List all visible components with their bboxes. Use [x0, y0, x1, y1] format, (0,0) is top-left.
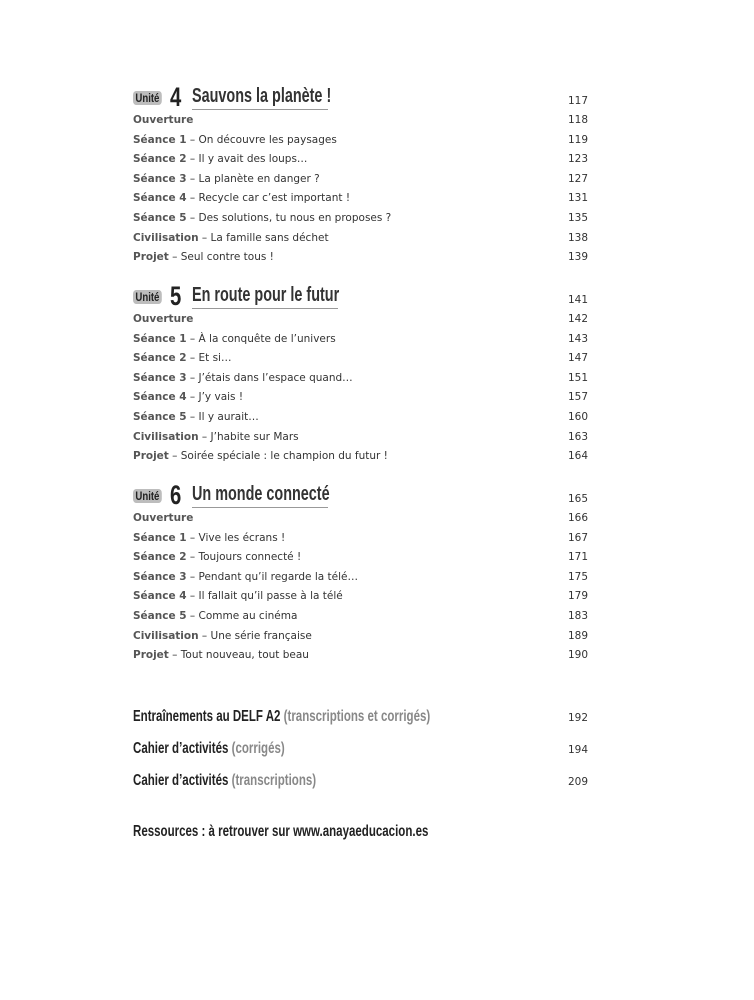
appendix-note: (corrigés)	[231, 740, 285, 757]
entry-page: 142	[567, 313, 588, 325]
entry-page: 164	[567, 450, 588, 463]
entry-label: Projet	[133, 251, 169, 264]
resources-text[interactable]: Ressources : à retrouver sur www.anayaeducacion.es	[133, 823, 429, 840]
unit-badge: Unité	[133, 91, 162, 105]
entry-label: Séance 1	[133, 332, 187, 345]
toc-entry[interactable]: Séance 4 – Recycle car c’est important ! 131	[133, 189, 588, 209]
entry-label: Séance 2	[133, 352, 187, 365]
toc-entry[interactable]: Séance 3 – Pendant qu’il regarde la télé… 175	[133, 568, 588, 588]
appendix-note: (transcriptions et corrigés)	[283, 708, 431, 725]
unit-page: 141	[567, 294, 588, 306]
entry-page: 160	[567, 410, 588, 423]
unit-badge: Unité	[133, 489, 162, 503]
entry-page: 166	[567, 512, 588, 524]
entry-text: J’y vais !	[198, 391, 244, 404]
unit-header	[133, 82, 588, 112]
entry-page: 147	[567, 352, 588, 365]
entry-label: Séance 3	[133, 371, 187, 384]
unit-section	[133, 480, 588, 666]
entry-text: Seul contre tous !	[180, 251, 274, 264]
entry-text: J’habite sur Mars	[210, 430, 299, 443]
toc-entry[interactable]: Projet – Tout nouveau, tout beau 190	[133, 646, 588, 666]
entry-label: Séance 1	[133, 133, 187, 146]
unit-section	[133, 281, 588, 467]
entry-page: 135	[567, 211, 588, 224]
toc-entry[interactable]	[133, 310, 588, 330]
entry-page: 189	[567, 629, 588, 642]
entry-page: 123	[567, 153, 588, 166]
entry-label: Ouverture	[133, 512, 194, 524]
toc-entry[interactable]: Séance 1 – À la conquête de l’univers 143	[133, 330, 588, 350]
unit-header	[133, 281, 588, 311]
entry-label: Séance 4	[133, 192, 187, 205]
toc-entry[interactable]: Séance 2 – Et si… 147	[133, 349, 588, 369]
appendix-page: 192	[567, 712, 588, 724]
entry-text: À la conquête de l’univers	[198, 332, 336, 345]
toc-entry[interactable]: Projet – Soirée spéciale : le champion du futur ! 164	[133, 447, 588, 467]
entry-text: On découvre les paysages	[198, 133, 337, 146]
entry-text: Il y avait des loups…	[198, 153, 308, 166]
unit-title[interactable]: Sauvons la planète !	[192, 85, 332, 107]
entry-label: Séance 2	[133, 551, 187, 564]
unit-number: 4	[170, 82, 182, 112]
toc-entry[interactable]: Civilisation – J’habite sur Mars 163	[133, 428, 588, 448]
entry-text: Tout nouveau, tout beau	[180, 649, 309, 662]
entry-page: 151	[567, 371, 588, 384]
entry-label: Ouverture	[133, 313, 194, 325]
entry-label: Séance 4	[133, 590, 187, 603]
appendix-page: 209	[567, 776, 588, 788]
entry-text: Soirée spéciale : le champion du futur !	[180, 450, 388, 463]
appendix-note: (transcriptions)	[231, 772, 317, 789]
unit-number: 5	[170, 281, 182, 311]
entry-label: Séance 3	[133, 172, 187, 185]
entry-text: La famille sans déchet	[210, 231, 329, 244]
unit-number: 6	[170, 480, 182, 510]
entry-label: Civilisation	[133, 430, 199, 443]
toc-entry[interactable]: Séance 1 – Vive les écrans ! 167	[133, 529, 588, 549]
unit-title[interactable]: En route pour le futur	[192, 284, 340, 306]
appendix-entry[interactable]	[133, 708, 588, 730]
entry-page: 171	[567, 551, 588, 564]
entry-text: Pendant qu’il regarde la télé…	[198, 570, 358, 583]
entry-page: 175	[567, 570, 588, 583]
unit-title-underline	[192, 507, 328, 508]
toc-entry[interactable]	[133, 509, 588, 529]
entry-page: 179	[567, 590, 588, 603]
entry-page: 119	[567, 133, 588, 146]
entry-page: 157	[567, 391, 588, 404]
toc-entry[interactable]: Séance 2 – Toujours connecté ! 171	[133, 548, 588, 568]
entry-label: Civilisation	[133, 231, 199, 244]
appendix-entry[interactable]	[133, 772, 588, 794]
toc-entry[interactable]: Séance 5 – Il y aurait… 160	[133, 408, 588, 428]
toc-entry[interactable]: Projet – Seul contre tous ! 139	[133, 248, 588, 268]
entry-page: 139	[567, 251, 588, 264]
toc-entry[interactable]: Civilisation – Une série française 189	[133, 627, 588, 647]
entry-text: Il y aurait…	[198, 410, 259, 423]
entry-text: Vive les écrans !	[198, 531, 286, 544]
appendix-title: Cahier d’activités	[133, 772, 229, 789]
unit-page: 165	[567, 493, 588, 505]
entry-page: 118	[567, 114, 588, 126]
entry-page: 138	[567, 231, 588, 244]
entry-label: Séance 4	[133, 391, 187, 404]
toc-entry[interactable]: Séance 3 – J’étais dans l’espace quand… 151	[133, 369, 588, 389]
entry-label: Civilisation	[133, 629, 199, 642]
unit-header	[133, 480, 588, 510]
entry-text: J’étais dans l’espace quand…	[198, 371, 353, 384]
entry-text: Comme au cinéma	[198, 609, 298, 622]
entry-text: Il fallait qu’il passe à la télé	[198, 590, 343, 603]
entry-page: 131	[567, 192, 588, 205]
entry-label: Séance 3	[133, 570, 187, 583]
toc-entry[interactable]: Séance 5 – Comme au cinéma 183	[133, 607, 588, 627]
entry-label: Séance 5	[133, 211, 187, 224]
appendix-title: Entraînements au DELF A2	[133, 708, 281, 725]
entry-label: Séance 2	[133, 153, 187, 166]
appendix-title: Cahier d’activités	[133, 740, 229, 757]
entry-page: 190	[567, 649, 588, 662]
toc-entry[interactable]: Civilisation – La famille sans déchet 138	[133, 229, 588, 249]
toc-entry[interactable]: Séance 1 – On découvre les paysages 119	[133, 131, 588, 151]
entry-text: Toujours connecté !	[198, 551, 302, 564]
toc-entry[interactable]: Séance 3 – La planète en danger ? 127	[133, 170, 588, 190]
toc-entry[interactable]: Séance 4 – J’y vais ! 157	[133, 388, 588, 408]
entry-page: 143	[567, 332, 588, 345]
unit-title-underline	[192, 308, 338, 309]
entry-label: Projet	[133, 450, 169, 463]
entry-text: Des solutions, tu nous en proposes ?	[198, 211, 392, 224]
entry-page: 167	[567, 531, 588, 544]
entry-text: Recycle car c’est important !	[198, 192, 351, 205]
unit-section	[133, 82, 588, 268]
entry-text: La planète en danger ?	[198, 172, 320, 185]
appendix-page: 194	[567, 744, 588, 756]
entry-label: Projet	[133, 649, 169, 662]
unit-title[interactable]: Un monde connecté	[192, 483, 330, 505]
appendix-entry[interactable]	[133, 740, 588, 762]
entry-label: Séance 1	[133, 531, 187, 544]
unit-title-underline	[192, 109, 328, 110]
toc-entry[interactable]: Séance 2 – Il y avait des loups… 123	[133, 150, 588, 170]
toc-entry[interactable]: Séance 4 – Il fallait qu’il passe à la télé 179	[133, 587, 588, 607]
entry-label: Ouverture	[133, 114, 194, 126]
entry-label: Séance 5	[133, 609, 187, 622]
toc-entry[interactable]	[133, 111, 588, 131]
unit-page: 117	[567, 95, 588, 107]
entry-page: 183	[567, 609, 588, 622]
entry-page: 163	[567, 430, 588, 443]
toc-entry[interactable]: Séance 5 – Des solutions, tu nous en proposes ? 135	[133, 209, 588, 229]
entry-page: 127	[567, 172, 588, 185]
unit-badge: Unité	[133, 290, 162, 304]
entry-text: Une série française	[210, 629, 312, 642]
entry-text: Et si…	[198, 352, 232, 365]
entry-label: Séance 5	[133, 410, 187, 423]
resources-line	[133, 823, 588, 845]
